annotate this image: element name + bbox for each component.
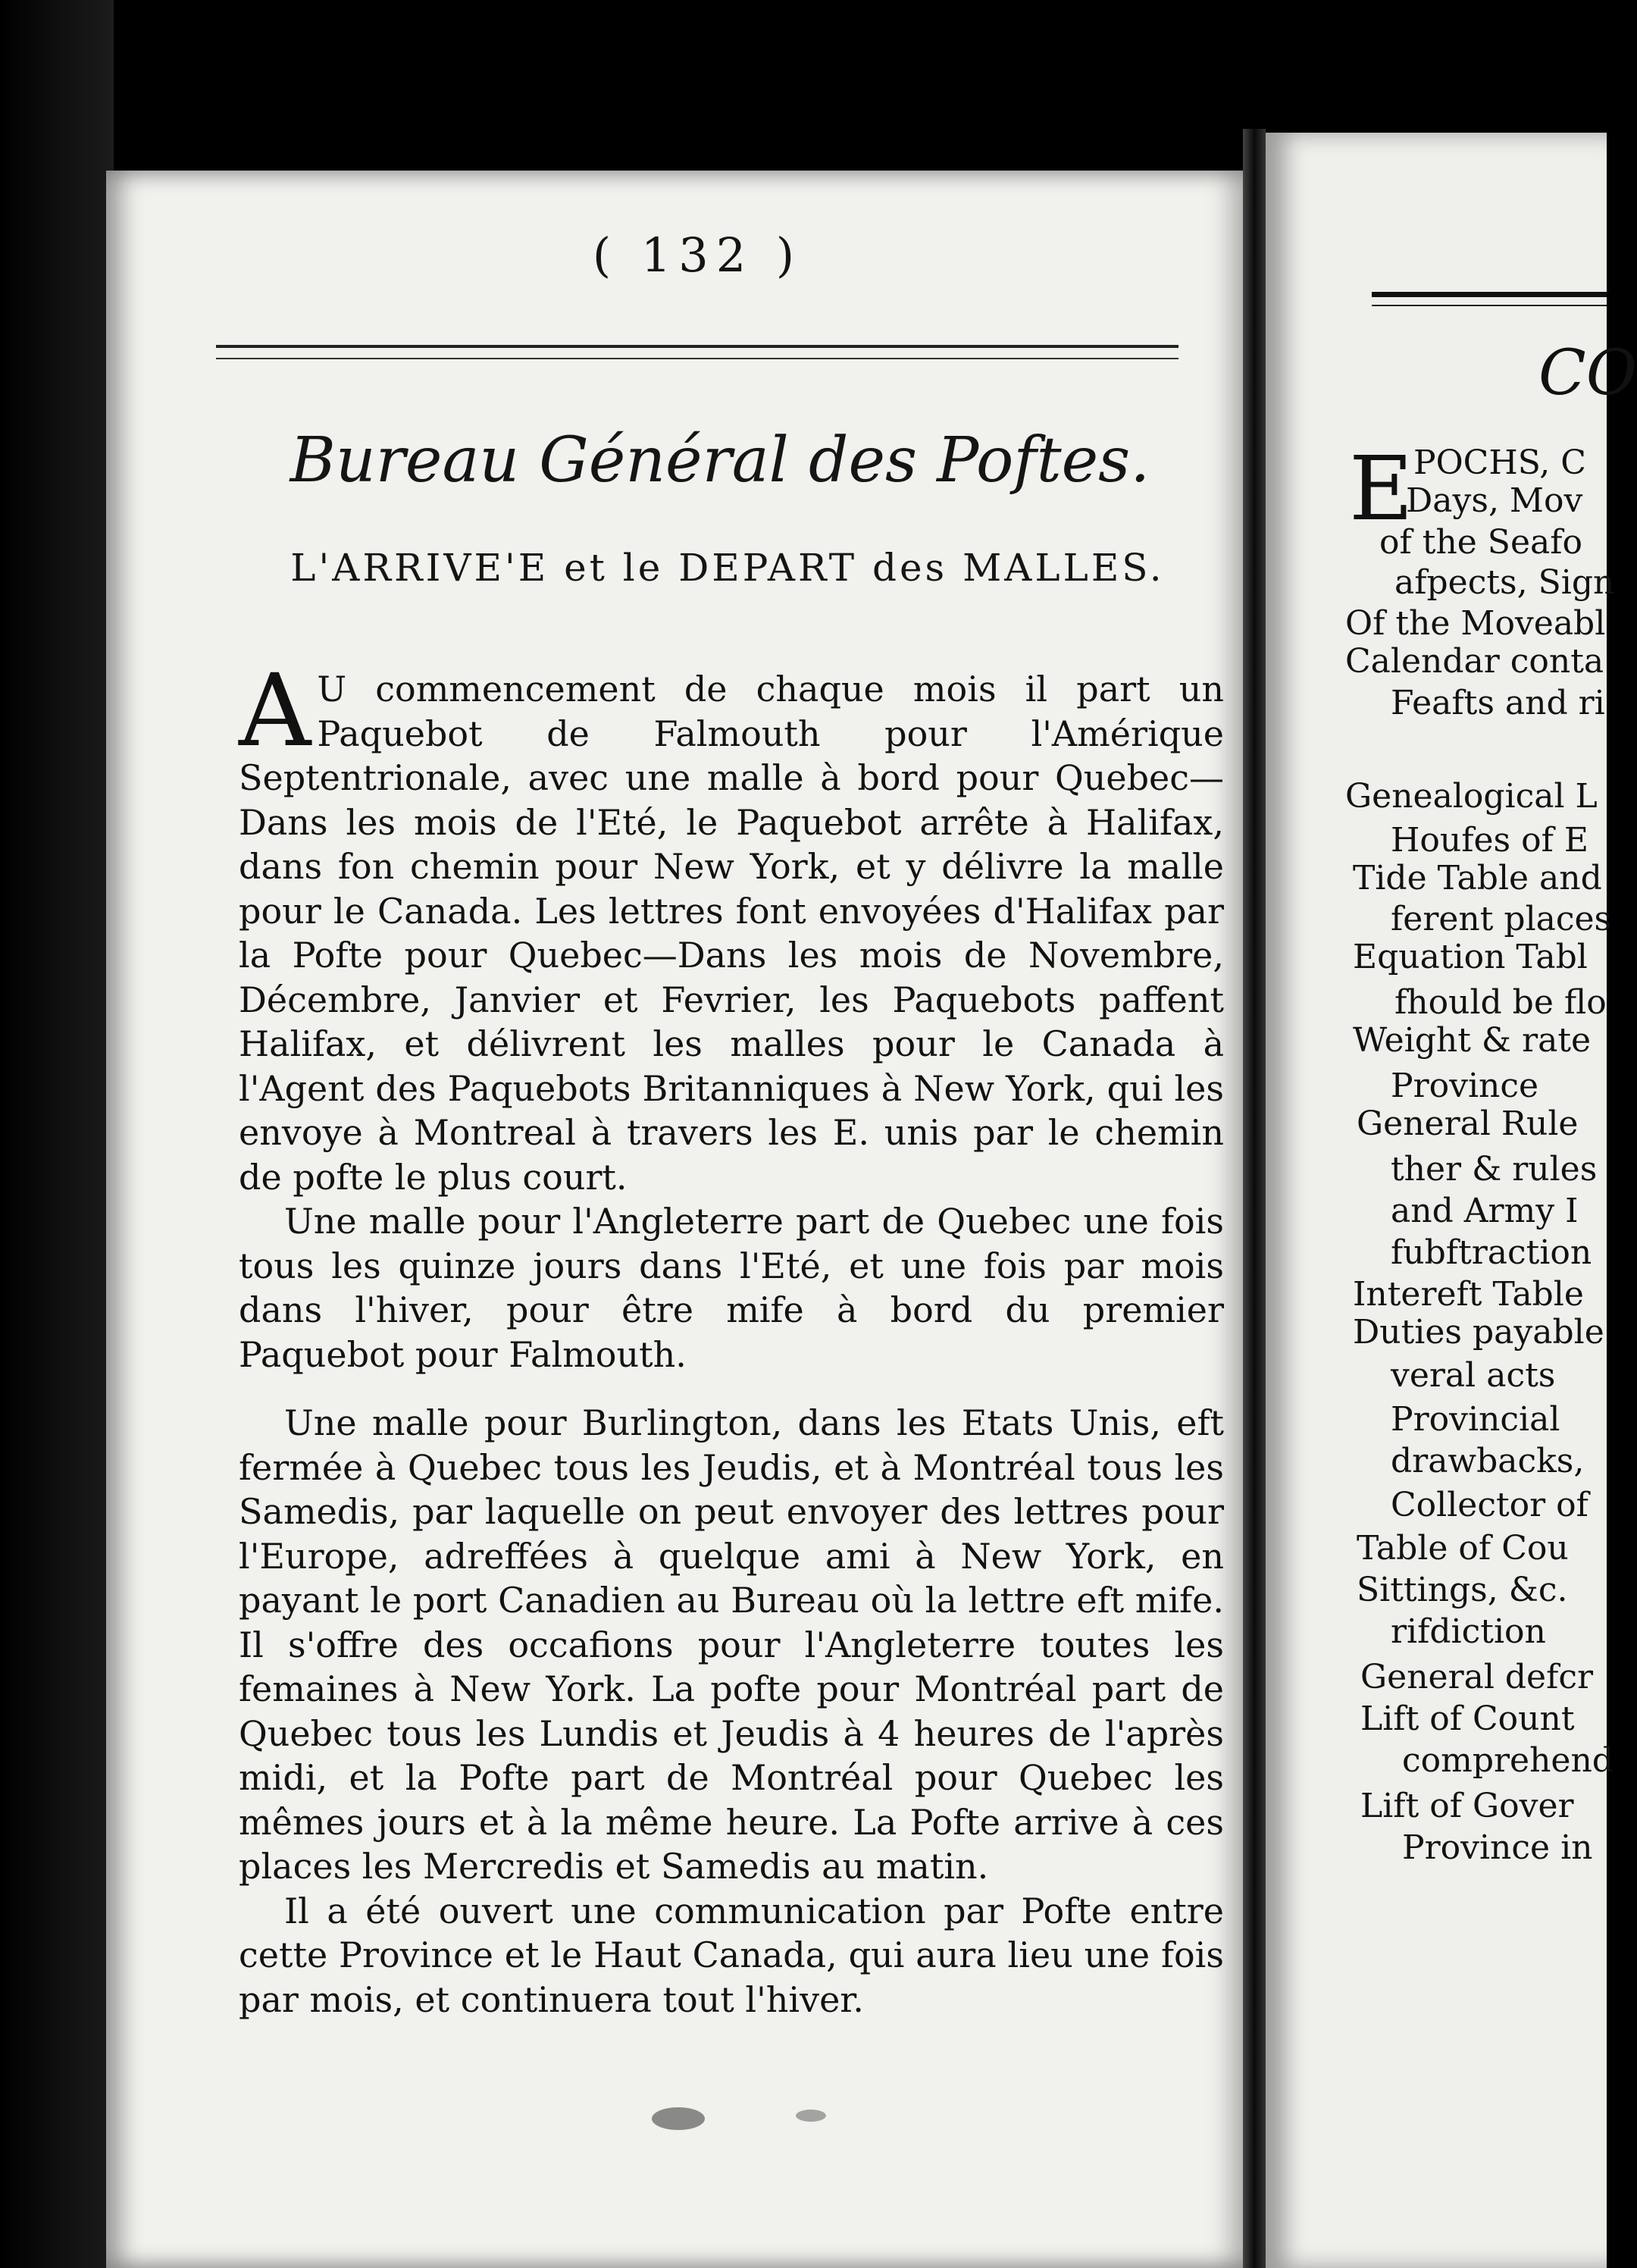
paragraph-4: Il a été ouvert une communication par Pofte entre cette Province et le Haut Canada, qui aura lieu une fois par mois, et continuera tout l'hiver. (239, 1890, 1224, 2020)
header-rule-thin (216, 358, 1178, 359)
contents-line: ther & rules (1391, 1150, 1598, 1189)
contents-line: Province (1391, 1067, 1539, 1105)
contents-line: Intereft Table (1353, 1275, 1584, 1314)
contents-line: fubftraction (1391, 1233, 1592, 1272)
contents-line: Days, Mov (1406, 481, 1583, 520)
book-spine-shadow (0, 0, 114, 2268)
body-text (239, 653, 1224, 2022)
contents-line: POCHS, C (1413, 443, 1586, 482)
paragraph-1 (239, 653, 1224, 1199)
section-subtitle: L'ARRIVE'E et le DEPART des MALLES. (290, 546, 1165, 590)
header-rule (216, 345, 1178, 348)
contents-line: Genealogical L (1345, 777, 1598, 816)
paragraph-1-text: U commencement de chaque mois il part un Paquebot de Falmouth pour l'Amérique Septentrionale, avec une malle à bord pour Quebec—Dans les mois de l'Eté, le Paquebot arrête à Halifax, dans fon chemin pour New York, et y délivre la malle pour le Canada. Les lettres font envoyées d'Halifax par la Pofte pour Quebec—Dans les mois de Novembre, Décembre, Janvier et Fevrier, les Paquebots paffent Halifax, et délivrent les malles pour le Canada à l'Agent des Paquebots Britanniques à New York, qui les envoye à Montreal à travers les E. unis par le chemin de pofte le plus court. (239, 669, 1224, 1198)
page-number: ( 132 ) (592, 227, 803, 283)
contents-line: Duties payable (1353, 1313, 1604, 1352)
contents-line: Of the Moveabl (1345, 604, 1606, 643)
contents-list (1345, 438, 1615, 1884)
contents-line: veral acts (1391, 1356, 1556, 1395)
drop-cap: A (239, 653, 311, 769)
right-header-rule-thin (1372, 305, 1607, 306)
contents-line: afpects, Sign (1394, 563, 1615, 602)
contents-line: Collector of (1391, 1486, 1588, 1524)
right-header-rule (1372, 292, 1607, 297)
contents-line: Tide Table and (1353, 859, 1602, 897)
contents-line: Weight & rate (1353, 1021, 1592, 1060)
ink-blot (652, 2107, 705, 2130)
contents-line: drawbacks, (1391, 1442, 1585, 1480)
contents-line: comprehend (1402, 1741, 1614, 1780)
page-title: Bureau Général des Poftes. (290, 424, 1150, 497)
contents-line: Calendar conta (1345, 642, 1604, 681)
contents-line: Feafts and ri (1391, 684, 1605, 722)
contents-line: Lift of Gover (1360, 1787, 1574, 1825)
ink-blot (796, 2110, 826, 2122)
contents-line: Provincial (1391, 1400, 1560, 1439)
contents-line: Houfes of E (1391, 821, 1588, 860)
contents-line: Equation Tabl (1353, 938, 1588, 976)
contents-line: rifdiction (1391, 1612, 1546, 1651)
contents-line: Sittings, &c. (1357, 1571, 1568, 1609)
contents-line: fhould be flo (1394, 983, 1607, 1022)
paragraph-3: Une malle pour Burlington, dans les Etats Unis, eft fermée à Quebec tous les Jeudis, et à Montréal tous les Samedis, par laquelle on peut envoyer des lettres pour l'Europe, adreffées à quelque ami à New York, en payant le port Canadien au Bureau où la lettre eft mife. Il s'offre des occafions pour l'Angleterre toutes les femaines à New York. La pofte pour Montréal part de Quebec tous les Lundis et Jeudis à 4 heures de l'après midi, et la Pofte part de Montréal pour Quebec les mêmes jours et à la même heure. La Pofte arrive à ces places les Mercredis et Samedis au matin. (239, 1402, 1224, 1887)
contents-line: General defcr (1360, 1658, 1594, 1696)
contents-line: Province in (1402, 1828, 1593, 1867)
right-page-heading: CO (1538, 337, 1637, 409)
book-gutter (1243, 129, 1266, 2268)
contents-line: General Rule (1357, 1104, 1579, 1143)
contents-line: of the Seafo (1379, 523, 1582, 562)
right-drop-cap: E (1349, 438, 1413, 540)
paragraph-2: Une malle pour l'Angleterre part de Quebec une fois tous les quinze jours dans l'Eté, et une fois par mois dans l'hiver, pour être mife à bord du premier Paquebot pour Falmouth. (239, 1201, 1224, 1375)
contents-line: ferent places (1391, 900, 1612, 938)
contents-line: and Army I (1391, 1192, 1579, 1230)
contents-line: Lift of Count (1360, 1699, 1575, 1738)
contents-line: Table of Cou (1357, 1529, 1569, 1568)
